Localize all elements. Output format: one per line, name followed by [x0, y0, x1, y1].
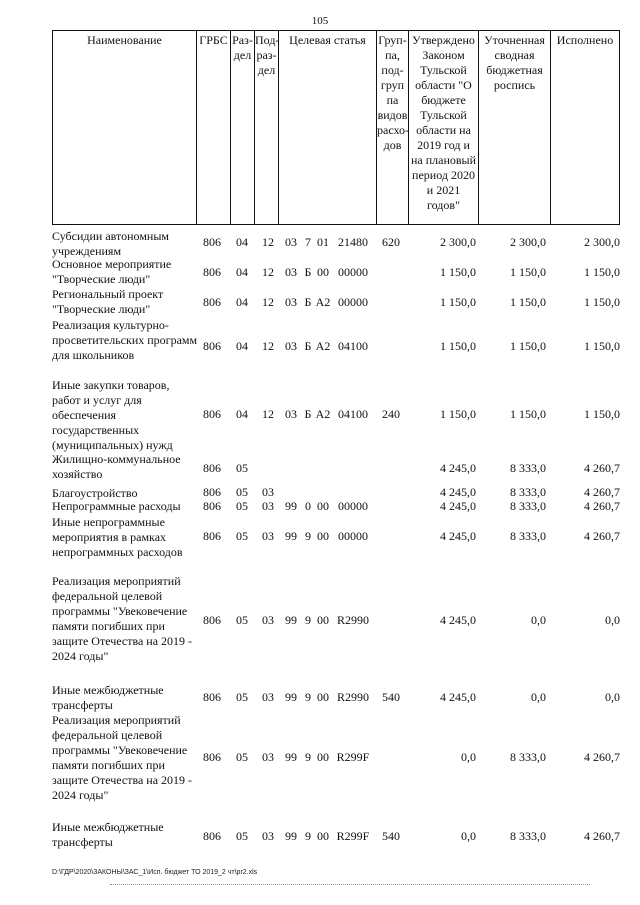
header-name-label: Наименование	[87, 33, 162, 47]
row-razd: 05	[236, 749, 248, 764]
row-utv: 1 150,0	[440, 338, 476, 353]
row-podr: 12	[262, 264, 274, 279]
row-uto: 1 150,0	[510, 338, 546, 353]
row-vid: 540	[382, 689, 400, 704]
row-vid: 540	[382, 828, 400, 843]
row-isp: 4 260,7	[584, 528, 620, 543]
row-uto: 8 333,0	[510, 460, 546, 475]
row-name: Непрограммные расходы	[52, 499, 181, 513]
row-t1: 99	[285, 612, 297, 627]
row-t2: Б	[304, 407, 312, 421]
row-utv: 2 300,0	[440, 235, 476, 249]
row-t2: Б	[304, 264, 312, 279]
table-row	[0, 820, 640, 852]
row-t2: 9	[305, 828, 311, 843]
row-razd: 05	[236, 499, 248, 513]
row-t1	[282, 486, 300, 499]
row-t1: 99	[285, 528, 297, 543]
row-podr: 03	[262, 689, 274, 704]
table-row	[0, 452, 640, 484]
row-podr: 12	[262, 338, 274, 353]
row-grbs: 806	[203, 749, 221, 764]
row-name: Иные межбюджетные трансферты	[52, 683, 164, 712]
row-t1: 03	[285, 294, 297, 309]
table-row	[0, 683, 640, 711]
row-utv: 1 150,0	[440, 294, 476, 309]
row-grbs: 806	[203, 612, 221, 627]
row-t3: А2	[315, 294, 331, 309]
table-header	[52, 30, 620, 224]
row-vid: 620	[382, 235, 400, 249]
header-refined-label: Уточненная сводная бюджетная роспись	[484, 33, 545, 92]
row-uto: 8 333,0	[510, 828, 546, 843]
row-t2: 0	[305, 499, 311, 513]
row-t3: 00	[317, 828, 329, 843]
table-row	[0, 378, 640, 451]
row-t4: R299F	[336, 749, 370, 764]
row-podr: 12	[262, 294, 274, 309]
row-vid	[376, 318, 406, 374]
row-grbs: 806	[203, 407, 221, 421]
footer-rule	[110, 884, 590, 885]
row-name: Иные межбюджетные трансферты	[52, 820, 164, 849]
row-t3	[313, 452, 333, 484]
row-razd: 05	[236, 612, 248, 627]
row-vid	[376, 257, 406, 287]
row-isp: 1 150,0	[584, 338, 620, 353]
row-t2: 9	[305, 528, 311, 543]
table-row	[0, 318, 640, 374]
row-name: Благоустройство	[52, 486, 138, 500]
row-podr: 03	[262, 749, 274, 764]
header-approved	[408, 30, 478, 224]
row-grbs: 806	[203, 338, 221, 353]
table-row	[0, 287, 640, 317]
row-vid	[376, 287, 406, 317]
row-t2: 7	[305, 235, 311, 249]
row-grbs: 806	[203, 828, 221, 843]
row-isp: 1 150,0	[584, 264, 620, 279]
row-utv: 0,0	[461, 828, 476, 843]
row-isp: 4 260,7	[584, 460, 620, 475]
row-t3: 01	[317, 235, 329, 249]
row-isp: 4 260,7	[584, 828, 620, 843]
row-utv: 1 150,0	[440, 264, 476, 279]
table-row	[0, 515, 640, 557]
row-isp: 4 260,7	[584, 749, 620, 764]
row-uto: 0,0	[531, 612, 546, 627]
row-isp: 1 150,0	[584, 407, 620, 421]
row-vid	[376, 515, 406, 557]
row-razd: 05	[236, 460, 248, 475]
row-t1: 99	[285, 689, 297, 704]
row-razd: 04	[236, 235, 248, 249]
row-uto: 1 150,0	[510, 407, 546, 421]
row-podr: 12	[262, 235, 274, 249]
table-row	[0, 257, 640, 287]
row-podr: 03	[262, 612, 274, 627]
header-refined	[478, 30, 550, 224]
header-bottom-rule	[52, 224, 620, 225]
page-number: 105	[311, 15, 329, 27]
row-t3	[313, 486, 333, 499]
row-t4: R2990	[336, 612, 369, 627]
row-utv: 4 245,0	[440, 612, 476, 627]
row-t2: 9	[305, 749, 311, 764]
row-razd: 05	[236, 528, 248, 543]
header-group-label: Груп- па, под- груп па видов расхо- дов	[377, 33, 410, 152]
row-t1: 03	[285, 235, 297, 249]
row-utv: 0,0	[461, 749, 476, 764]
row-t3: 00	[317, 689, 329, 704]
row-utv: 4 245,0	[440, 460, 476, 475]
row-isp: 0,0	[605, 612, 620, 627]
row-podr: 03	[262, 485, 274, 499]
row-t3: 00	[317, 612, 329, 627]
row-t1: 03	[285, 264, 297, 279]
row-grbs: 806	[203, 485, 221, 499]
header-target-label: Целевая статья	[289, 33, 366, 47]
row-t2: Б	[304, 338, 312, 353]
row-grbs: 806	[203, 460, 221, 475]
row-utv: 4 245,0	[440, 485, 476, 499]
row-podr: 03	[262, 499, 274, 513]
row-t1	[282, 452, 300, 484]
header-grbs	[196, 30, 230, 224]
header-razdel	[230, 30, 254, 224]
row-podr: 03	[262, 528, 274, 543]
header-podrazdel-label: Под- раз- дел	[255, 33, 280, 77]
row-razd: 04	[236, 264, 248, 279]
row-t3: 00	[317, 749, 329, 764]
row-t3: 00	[317, 528, 329, 543]
row-t3: А2	[315, 338, 331, 353]
row-grbs: 806	[203, 499, 221, 513]
row-utv: 4 245,0	[440, 528, 476, 543]
row-t1: 03	[285, 407, 297, 421]
row-vid: 240	[382, 407, 400, 421]
row-grbs: 806	[203, 528, 221, 543]
row-isp: 2 300,0	[584, 235, 620, 249]
file-path-footer: D:\ГДР\2020\ЗАКОНЫ\ЗАС_1\Исп. бюджет ТО 2019_2 чт\pr2.xls	[52, 869, 258, 876]
row-name: Основное мероприятие "Творческие люди"	[52, 257, 172, 286]
row-name: Реализация мероприятий федеральной целевой программы "Увековечение памяти погибших при защите Отечества на 2019 - 2024 годы"	[52, 574, 193, 663]
header-approved-label: Утверждено Законом Тульской области "О бюджете Тульской области на 2019 год и на плановый период 2020 и 2021 годов"	[410, 33, 477, 212]
row-name: Реализация мероприятий федеральной целевой программы "Увековечение памяти погибших при защите Отечества на 2019 - 2024 годы"	[52, 713, 193, 802]
row-utv: 4 245,0	[440, 499, 476, 513]
header-name	[52, 30, 196, 224]
row-vid	[376, 574, 406, 666]
row-uto: 0,0	[531, 689, 546, 704]
row-name: Иные закупки товаров, работ и услуг для обеспечения государственных (муниципальных) нужд	[52, 378, 173, 452]
row-isp: 1 150,0	[584, 294, 620, 309]
row-podr: 12	[262, 407, 274, 421]
row-t4	[333, 486, 373, 499]
row-utv: 1 150,0	[440, 407, 476, 421]
row-t1: 03	[285, 338, 297, 353]
row-razd: 04	[236, 407, 248, 421]
row-razd: 04	[236, 338, 248, 353]
row-t4: 04100	[338, 338, 368, 353]
row-podr	[256, 452, 280, 484]
row-t4: 00000	[338, 264, 368, 279]
row-vid	[376, 713, 406, 801]
row-t3: 00	[317, 264, 329, 279]
row-vid	[376, 486, 406, 499]
table-row	[0, 229, 640, 256]
row-t3: 00	[317, 499, 329, 513]
row-t4: R2990	[336, 689, 369, 704]
table-row	[0, 574, 640, 666]
row-isp: 4 260,7	[584, 485, 620, 499]
row-t4: 04100	[338, 407, 368, 421]
row-name: Иные непрограммные мероприятия в рамках непрограммных расходов	[52, 515, 183, 559]
row-t4: 00000	[338, 499, 368, 513]
row-vid	[376, 499, 406, 514]
header-podrazdel	[254, 30, 278, 224]
row-vid	[376, 452, 406, 484]
row-t4: R299F	[336, 828, 370, 843]
row-uto: 1 150,0	[510, 294, 546, 309]
header-executed	[550, 30, 620, 224]
row-grbs: 806	[203, 235, 221, 249]
row-t1: 99	[285, 749, 297, 764]
row-grbs: 806	[203, 294, 221, 309]
row-t2: 9	[305, 612, 311, 627]
row-t1: 99	[285, 499, 297, 513]
row-uto: 8 333,0	[510, 749, 546, 764]
row-name: Региональный проект "Творческие люди"	[52, 287, 164, 316]
header-grbs-label: ГРБС	[199, 33, 228, 47]
row-uto: 8 333,0	[510, 528, 546, 543]
row-grbs: 806	[203, 264, 221, 279]
row-t4: 00000	[338, 294, 368, 309]
row-t1: 99	[285, 828, 297, 843]
row-t4: 00000	[338, 528, 368, 543]
row-t2: 9	[305, 689, 311, 704]
row-razd: 05	[236, 485, 248, 499]
row-uto: 8 333,0	[510, 485, 546, 499]
row-isp: 0,0	[605, 689, 620, 704]
row-t4	[333, 452, 373, 484]
header-executed-label: Исполнено	[556, 33, 614, 47]
row-uto: 8 333,0	[510, 499, 546, 513]
row-razd: 05	[236, 828, 248, 843]
row-t3: А2	[315, 407, 331, 421]
header-group	[376, 30, 408, 224]
table-row	[0, 499, 640, 514]
header-target	[278, 30, 376, 224]
row-name: Субсидии автономным учреждениям	[52, 229, 169, 258]
table-row	[0, 713, 640, 801]
row-isp: 4 260,7	[584, 499, 620, 513]
header-razdel-label: Раз- дел	[232, 33, 253, 62]
row-uto: 2 300,0	[510, 235, 546, 249]
row-uto: 1 150,0	[510, 264, 546, 279]
row-razd: 04	[236, 294, 248, 309]
row-razd: 05	[236, 689, 248, 704]
row-name: Жилищно-коммунальное хозяйство	[52, 452, 181, 481]
row-grbs: 806	[203, 689, 221, 704]
row-podr: 03	[262, 828, 274, 843]
row-name: Реализация культурно-просветительских программ для школьников	[52, 318, 198, 362]
row-t4: 21480	[338, 235, 368, 249]
row-t2: Б	[304, 294, 312, 309]
table-row	[0, 486, 640, 499]
row-utv: 4 245,0	[440, 689, 476, 704]
